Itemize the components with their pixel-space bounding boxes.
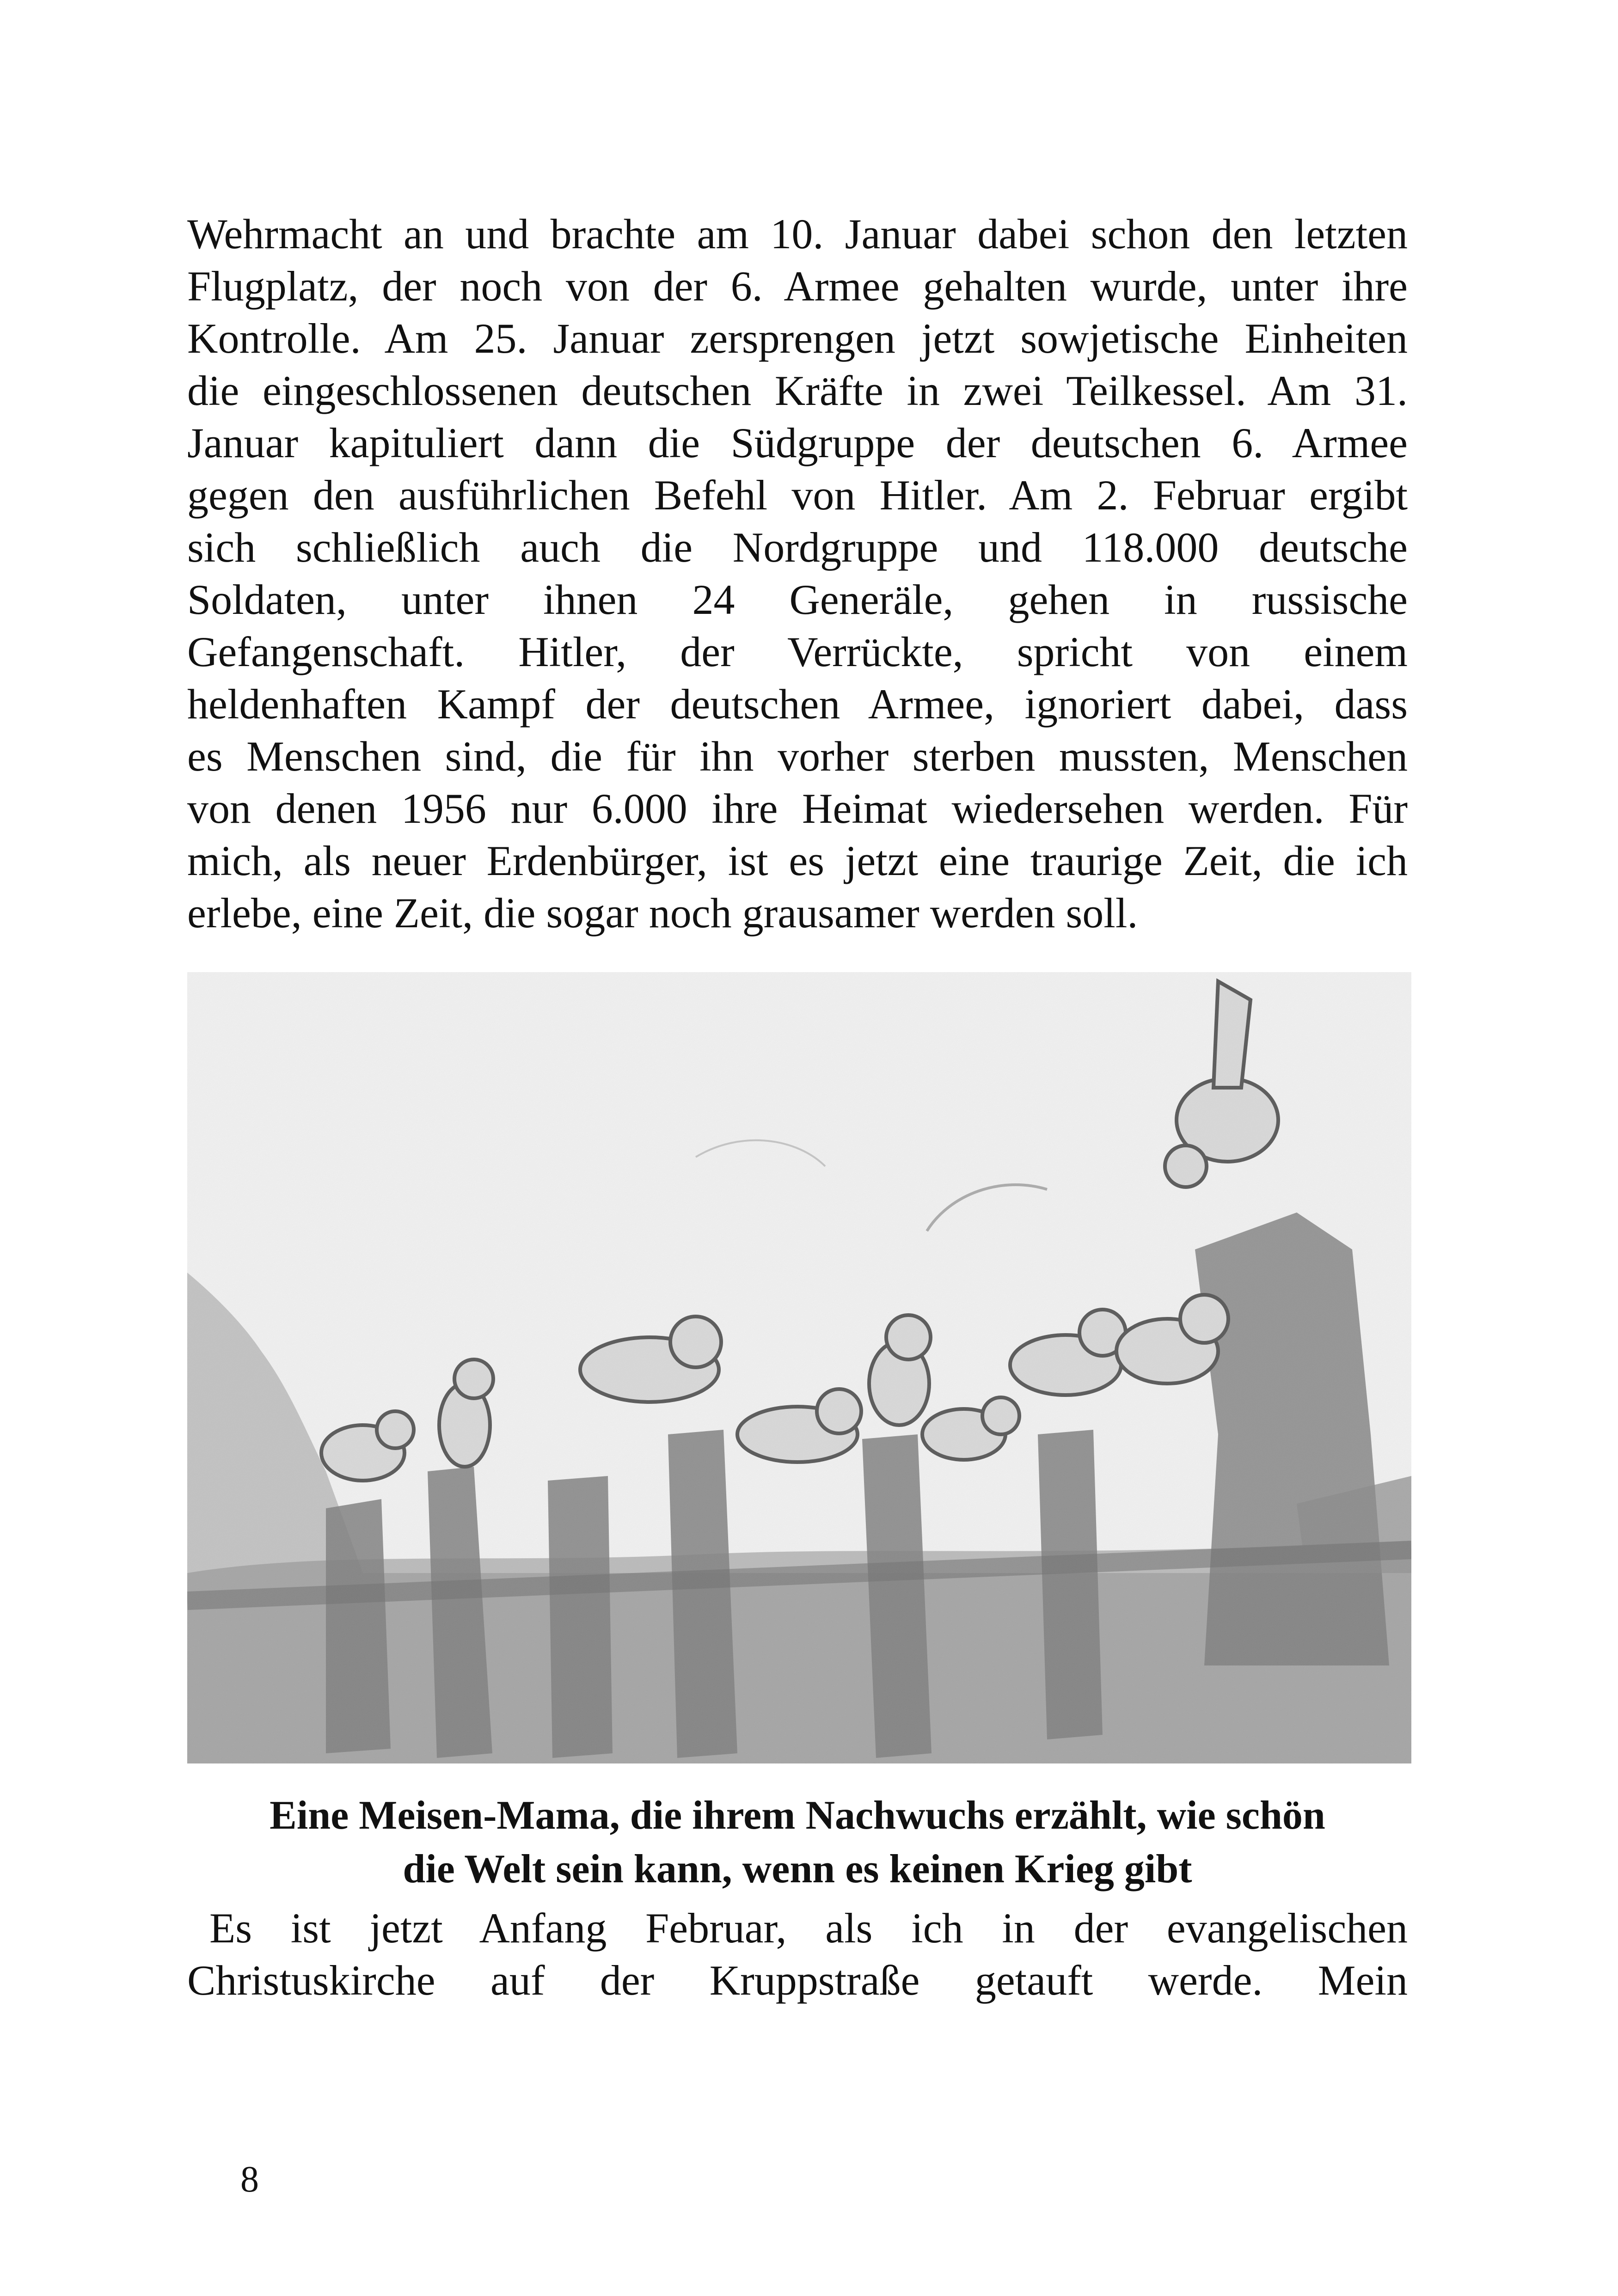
text-line: mich, als neuer Erdenbürger, ist es jetzt eine traurige Zeit, die ich <box>187 837 1408 884</box>
text-line: Christuskirche auf der Kruppstraße getauft werde. Mein <box>187 1957 1408 2004</box>
caption-line: die Welt sein kann, wenn es keinen Krieg gibt <box>403 1847 1192 1892</box>
figure-caption <box>187 1789 1408 1896</box>
text-line: Flugplatz, der noch von der 6. Armee gehalten wurde, unter ihre <box>187 263 1408 310</box>
text-line: Wehrmacht an und brachte am 10. Januar dabei schon den letzten <box>187 210 1408 257</box>
text-line: gegen den ausführlichen Befehl von Hitler. Am 2. Februar ergibt <box>187 471 1408 519</box>
text-line: Soldaten, unter ihnen 24 Generäle, gehen in russische <box>187 576 1408 623</box>
body-paragraph-2 <box>187 1902 1408 2007</box>
caption-line: Eine Meisen-Mama, die ihrem Nachwuchs erzählt, wie schön <box>270 1793 1325 1838</box>
page-number: 8 <box>240 2159 259 2200</box>
body-paragraph-1 <box>187 208 1408 939</box>
text-line: von denen 1956 nur 6.000 ihre Heimat wiedersehen werden. Für <box>187 785 1408 832</box>
text-line: heldenhaften Kampf der deutschen Armee, ignoriert dabei, dass <box>187 680 1408 728</box>
text-line: Es ist jetzt Anfang Februar, als ich in der evangelischen <box>209 1904 1408 1952</box>
text-line: die eingeschlossenen deutschen Kräfte in zwei Teilkessel. Am 31. <box>187 367 1408 414</box>
text-line: Kontrolle. Am 25. Januar zersprengen jetzt sowjetische Einheiten <box>187 315 1408 362</box>
text-line: Januar kapituliert dann die Südgruppe der deutschen 6. Armee <box>187 419 1408 466</box>
text-line: erlebe, eine Zeit, die sogar noch grausamer werden soll. <box>187 889 1138 937</box>
sketch-illustration <box>187 972 1411 1763</box>
pencil-sketch-birds-on-fence-icon <box>187 972 1411 1763</box>
text-line: es Menschen sind, die für ihn vorher sterben mussten, Menschen <box>187 733 1408 780</box>
text-line: Gefangenschaft. Hitler, der Verrückte, spricht von einem <box>187 628 1408 675</box>
text-line: sich schließlich auch die Nordgruppe und 118.000 deutsche <box>187 524 1408 571</box>
